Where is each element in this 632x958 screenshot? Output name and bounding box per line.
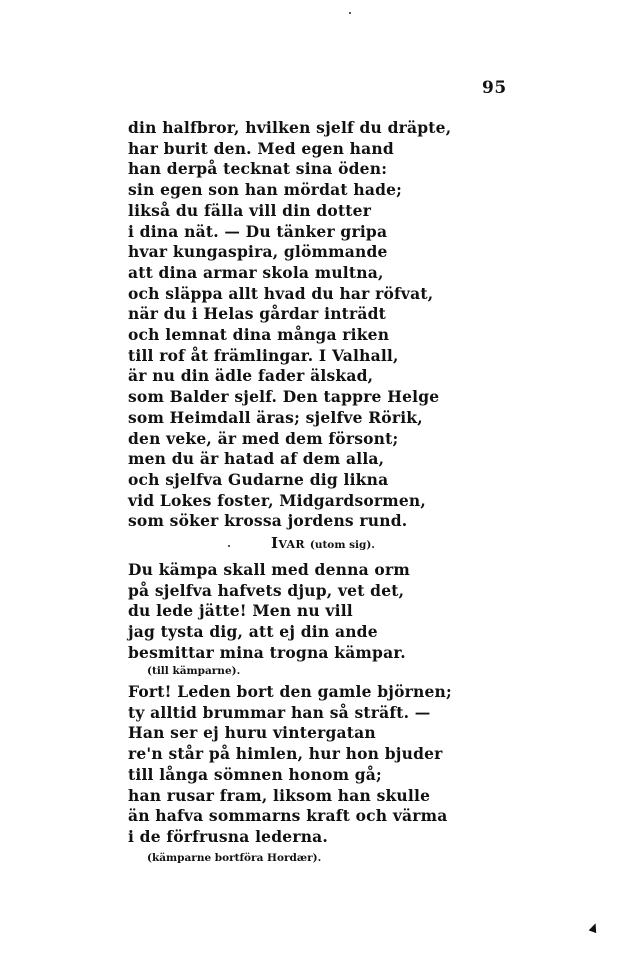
verse-line: är nu din ädle fader älskad,	[128, 366, 374, 386]
speaker-heading	[271, 534, 375, 552]
verse-line: ty alltid brummar han så sträft. —	[128, 702, 431, 722]
verse-line: din halfbror, hvilken sjelf du dräpte,	[128, 118, 452, 137]
verse-line: och släppa allt hvad du har röfvat,	[128, 283, 434, 303]
verse-line: som söker krossa jordens rund.	[128, 511, 408, 531]
corner-mark-icon	[589, 922, 600, 933]
verse-line: Fort! Leden bort den gamle björnen;	[128, 682, 452, 701]
verse-line: än hafva sommarns kraft och värma	[128, 806, 448, 826]
stage-direction-exit: (kämparne bortföra Hordær).	[147, 852, 322, 864]
verse-block-1	[128, 118, 451, 532]
verse-line: på sjelfva hafvets djup, vet det,	[128, 580, 405, 600]
verse-line: besmittar mina trogna kämpar.	[128, 642, 406, 662]
verse-line: och lemnat dina många riken	[128, 325, 390, 345]
verse-line: vid Lokes foster, Midgardsormen,	[128, 490, 427, 510]
verse-line: sin egen son han mördat hade;	[128, 180, 403, 200]
verse-block-2	[128, 560, 410, 664]
print-speck	[228, 545, 230, 547]
speaker-name: Ivar	[271, 534, 305, 552]
page-number: 95	[482, 78, 507, 98]
verse-line: att dina armar skola multna,	[128, 262, 384, 282]
print-speck	[349, 12, 351, 14]
speaker-direction: (utom sig).	[309, 539, 375, 551]
verse-line: Han ser ej huru vintergatan	[128, 723, 376, 743]
verse-line: i dina nät. — Du tänker gripa	[128, 221, 388, 241]
verse-line: du lede jätte! Men nu vill	[128, 601, 353, 621]
verse-line: hvar kungaspira, glömmande	[128, 242, 388, 262]
verse-line: han derpå tecknat sina öden:	[128, 159, 388, 179]
verse-line: han rusar fram, liksom han skulle	[128, 785, 431, 805]
verse-line: till långa sömnen honom gå;	[128, 764, 382, 784]
verse-line: har burit den. Med egen hand	[128, 138, 394, 158]
verse-line: som Balder sjelf. Den tappre Helge	[128, 387, 440, 407]
verse-line: till rof åt främlingar. I Valhall,	[128, 345, 399, 365]
verse-block-3	[128, 682, 452, 848]
verse-line: jag tysta dig, att ej din ande	[128, 622, 378, 642]
verse-line: den veke, är med dem försont;	[128, 428, 399, 448]
stage-direction-to-warriors: (till kämparne).	[147, 665, 241, 677]
verse-line: likså du fälla vill din dotter	[128, 200, 372, 220]
verse-line: men du är hatad af dem alla,	[128, 449, 385, 469]
verse-line: som Heimdall äras; sjelfve Rörik,	[128, 407, 423, 427]
verse-line: Du kämpa skall med denna orm	[128, 560, 410, 579]
verse-line: i de förfrusna lederna.	[128, 826, 329, 846]
verse-line: re'n står på himlen, hur hon bjuder	[128, 744, 443, 764]
verse-line: när du i Helas gårdar inträdt	[128, 304, 387, 324]
verse-line: och sjelfva Gudarne dig likna	[128, 469, 389, 489]
